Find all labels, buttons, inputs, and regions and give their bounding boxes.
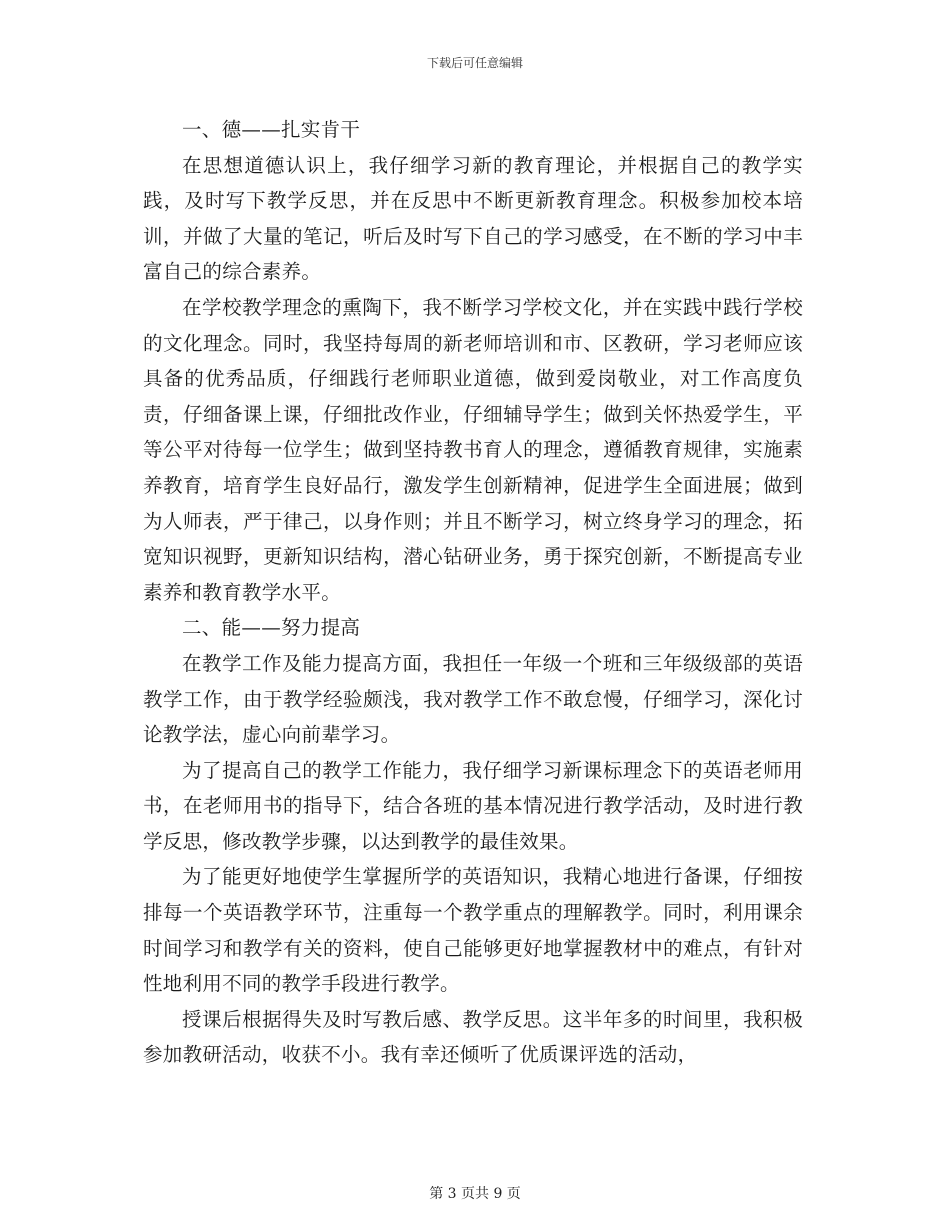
section-heading-virtue: 一、德——扎实肯干 — [182, 118, 361, 141]
page-number: 第 3 页共 9 页 — [429, 1186, 521, 1202]
page-header-note: 下载后可任意编辑 — [426, 56, 523, 70]
section-heading-ability: 二、能——努力提高 — [182, 616, 361, 640]
paragraph: 在教学工作及能力提高方面，我担任一年级一个班和三年级级部的英语教学工作，由于教学经验颇浅，我对教学工作不敢怠慢，仔细学习，深化讨论教学法，虚心向前辈学习。 — [143, 651, 803, 747]
paragraph: 为了提高自己的教学工作能力，我仔细学习新课标理念下的英语老师用书，在老师用书的指导下，结合各班的基本情况进行教学活动，及时进行教学反思，修改教学步骤，以达到教学的最佳效果。 — [143, 758, 803, 853]
document-body — [143, 112, 803, 1073]
paragraph: 授课后根据得失及时写教后感、教学反思。这半年多的时间里，我积极参加教研活动，收获不小。我有幸还倾听了优质课评选的活动， — [143, 1007, 803, 1067]
paragraph: 在思想道德认识上，我仔细学习新的教育理论，并根据自己的教学实践，及时写下教学反思，并在反思中不断更新教育理念。积极参加校本培训，并做了大量的笔记，听后及时写下自己的学习感受，在不断的学习中丰富自己的综合素养。 — [143, 153, 803, 284]
paragraph: 为了能更好地使学生掌握所学的英语知识，我精心地进行备课，仔细按排每一个英语教学环节，注重每一个教学重点的理解教学。同时，利用课余时间学习和教学有关的资料，使自己能够更好地掌握教材中的难点，有针对性地利用不同的教学手段进行教学。 — [143, 865, 803, 996]
paragraph: 在学校教学理念的熏陶下，我不断学习学校文化，并在实践中践行学校的文化理念。同时，我坚持每周的新老师培训和市、区教研，学习老师应该具备的优秀品质，仔细践行老师职业道德，做到爱岗敬业，对工作高度负责，仔细备课上课，仔细批改作业，仔细辅导学生；做到关怀热爱学生，平等公平对待每一位学生；做到坚持教书育人的理念，遵循教育规律，实施素养教育，培育学生良好品行，激发学生创新精神，促进学生全面进展；做到为人师表，严于律己，以身作则；并且不断学习，树立终身学习的理念，拓宽知识视野，更新知识结构，潜心钻研业务，勇于探究创新，不断提高专业素养和教育教学水平。 — [143, 295, 803, 604]
